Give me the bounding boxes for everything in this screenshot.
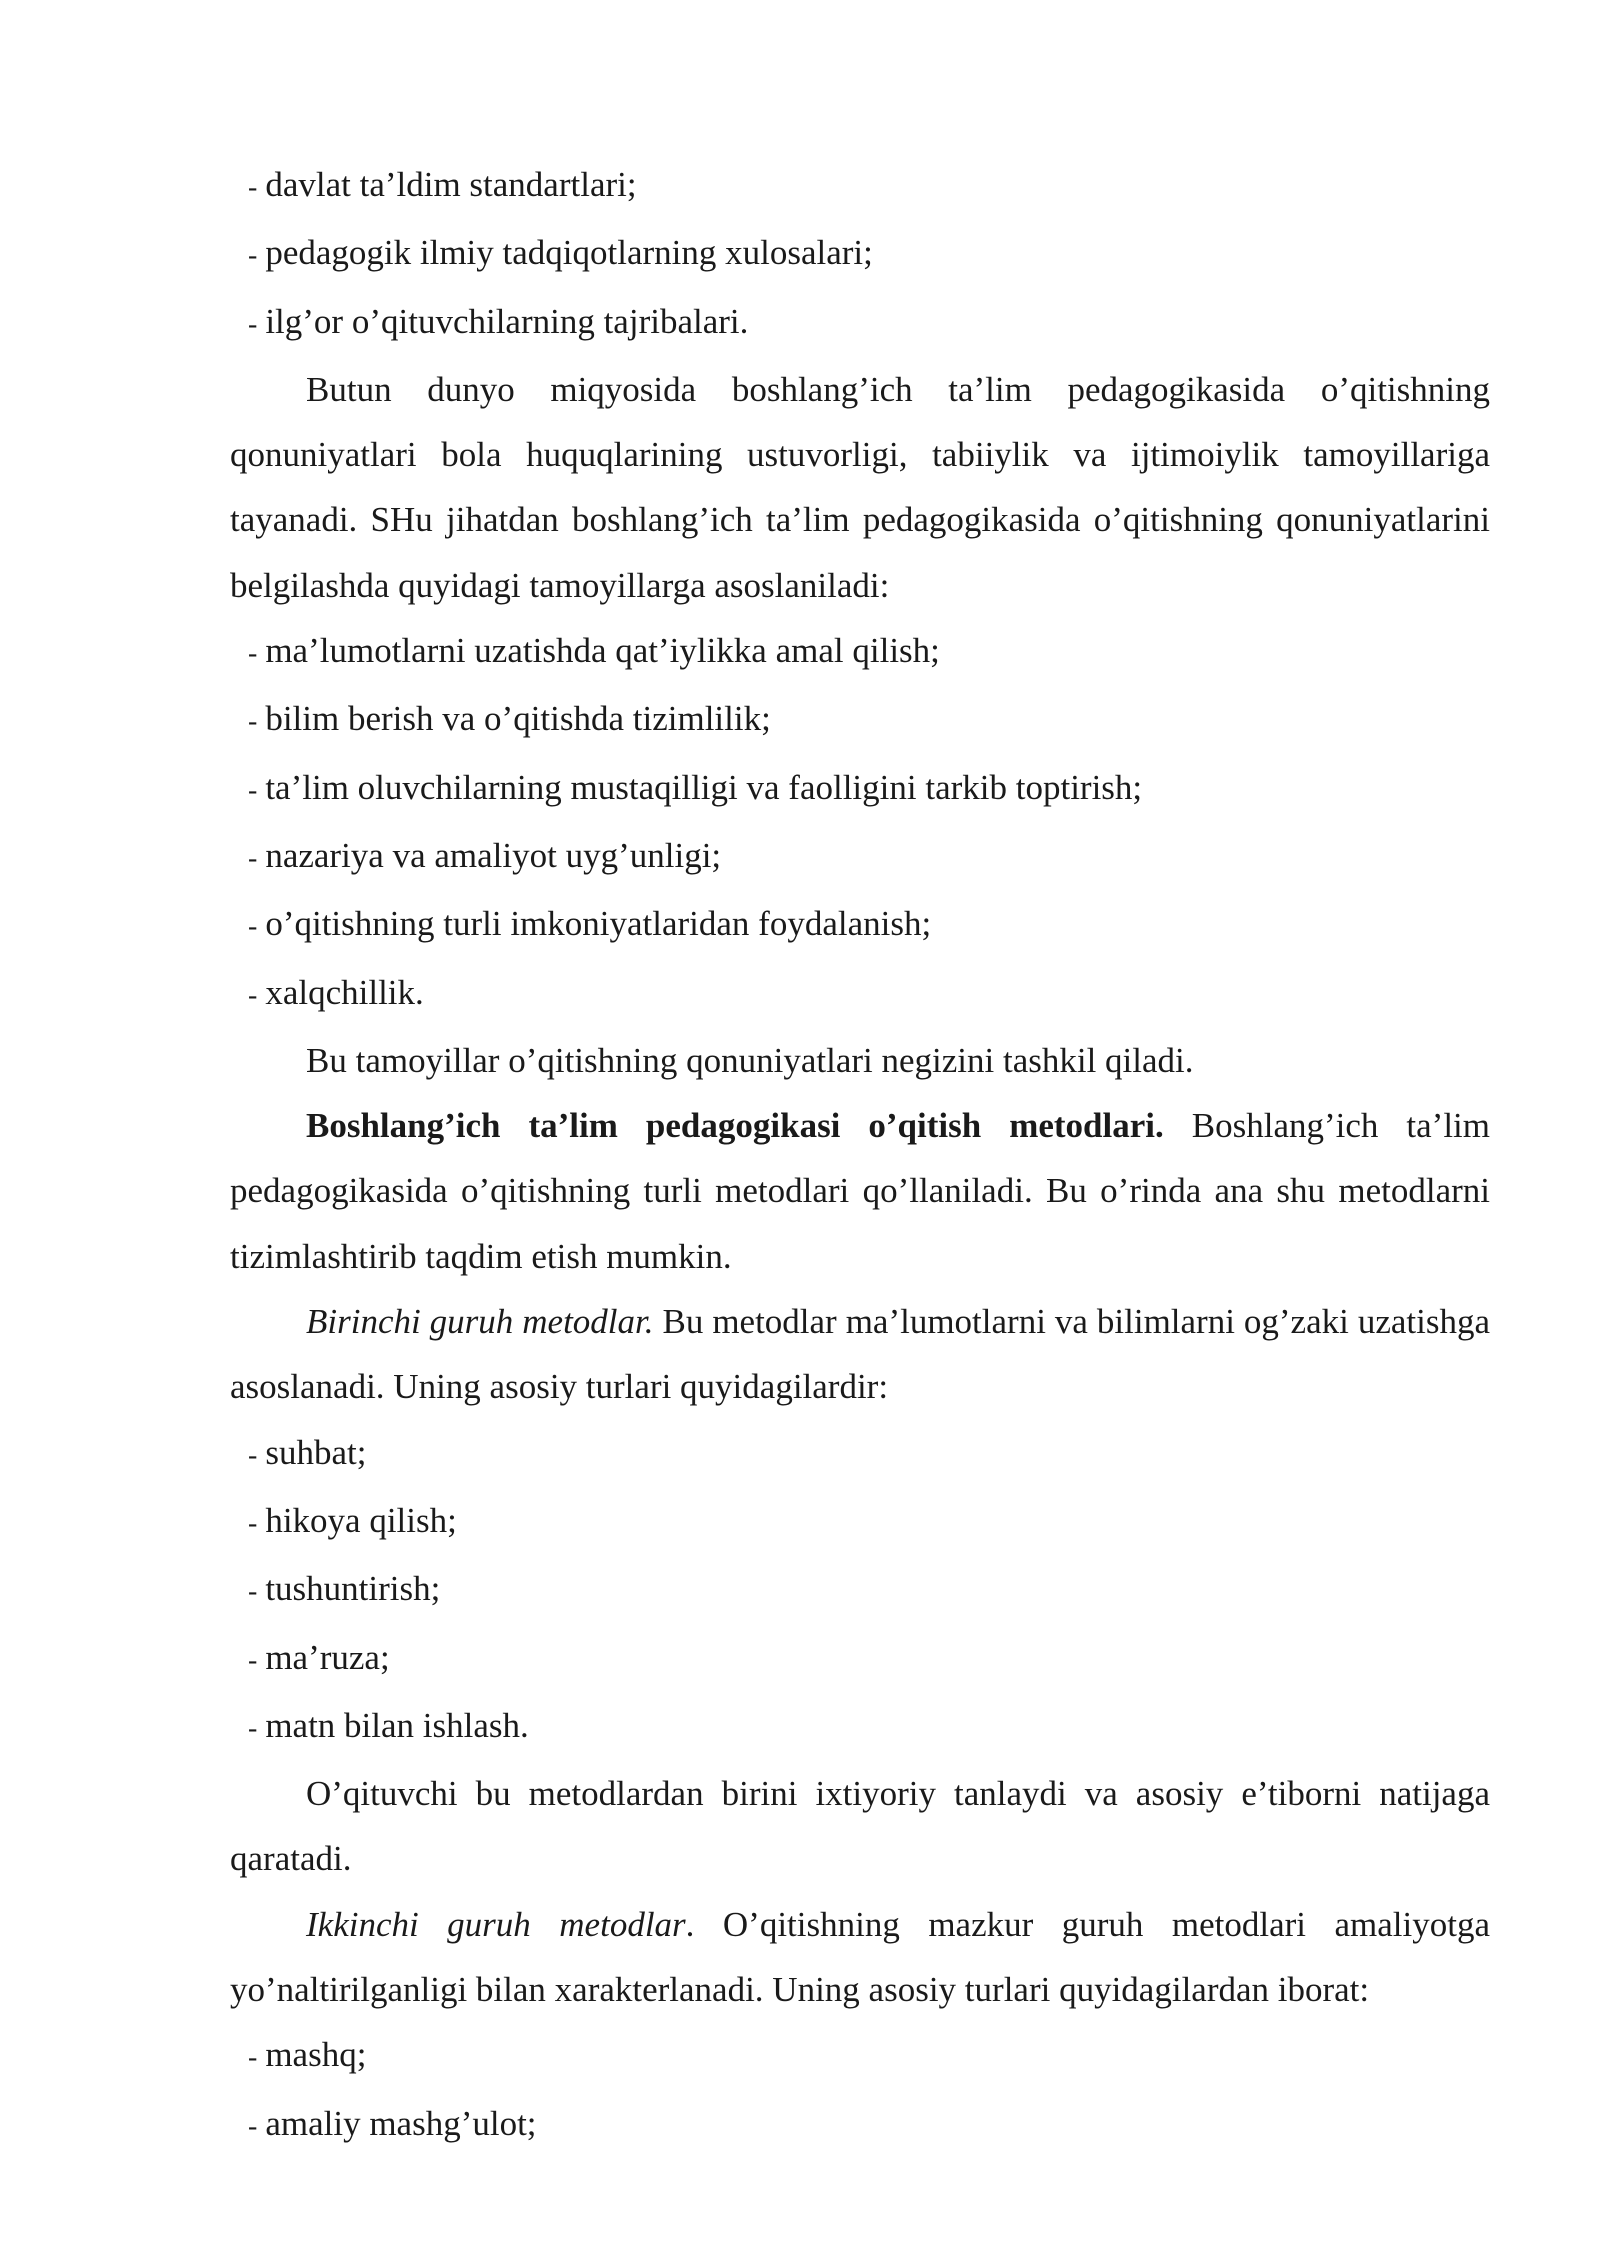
paragraph-principles-intro: Butun dunyo miqyosida boshlang’ich ta’lim pedagogikasida o’qitishning qonuniyatlari bola huquqlarining ustuvorligi, tabiiylik va ijtimoiylik tamoyillariga tayanadi. SHu jihatdan boshlang’ich ta’lim pedagogikasida o’qitishning qonuniyatlarini belgilashda quyidagi tamoyillarga asoslaniladi: [230,369,1490,605]
list-item: - o’qitishning turli imkoniyatlaridan foydalanish; [248,904,932,944]
section-heading: Boshlang’ich ta’lim pedagogikasi o’qitish metodlari. [306,1106,1164,1146]
list-item: - nazariya va amaliyot uyg’unligi; [248,835,722,875]
list-item: - ta’lim oluvchilarning mustaqilligi va faolligini tarkib toptirish; [248,767,1143,807]
list-marker: - [248,979,258,1011]
list-marker: - [248,638,258,670]
list-item: - ma’ruza; [248,1637,390,1677]
list-item: - ma’lumotlarni uzatishda qat’iylikka amal qilish; [248,631,940,671]
list-item: - xalqchillik. [248,972,424,1012]
list-item: - hikoya qilish; [248,1500,457,1540]
list-marker: - [248,2042,258,2074]
paragraph-teacher-choice: O’qituvchi bu metodlardan birini ixtiyoriy tanlaydi va asosiy e’tiborni natijaga qaratadi. [230,1774,1490,1879]
list-marker: - [248,1712,258,1744]
list-marker: - [248,1576,258,1608]
list-marker: - [248,1507,258,1539]
list-item: - tushuntirish; [248,1569,441,1609]
list-item: - ilg’or o’qituvchilarning tajribalari. [248,301,749,341]
paragraph-principles-summary: Bu tamoyillar o’qitishning qonuniyatlari negizini tashkil qiladi. [306,1040,1194,1080]
subsection-heading: Ikkinchi guruh metodlar [306,1904,686,1944]
list-item: - amaliy mashg’ulot; [248,2103,537,2143]
list-marker: - [248,842,258,874]
list-marker: - [248,706,258,738]
list-marker: - [248,1644,258,1676]
list-item: - bilim berish va o’qitishda tizimlilik; [248,699,771,739]
list-marker: - [248,240,258,272]
list-marker: - [248,774,258,806]
first-group-list [230,1420,1490,1761]
list-item: - matn bilan ishlash. [248,1705,529,1745]
paragraph-second-group: Ikkinchi guruh metodlar. O’qitishning mazkur guruh metodlari amaliyotga yo’naltirilganligi bilan xarakterlanadi. Uning asosiy turlari quyidagilardan iborat: [230,1904,1490,2010]
list-marker: - [248,172,258,203]
subsection-heading: Birinchi guruh metodlar. [306,1302,654,1342]
list-item: - suhbat; [248,1432,367,1472]
list-item: - pedagogik ilmiy tadqiqotlarning xulosalari; [248,233,873,273]
list-marker: - [248,911,258,943]
list-marker: - [248,2110,258,2142]
principles-list [230,618,1490,1028]
list-marker: - [248,308,258,340]
document-body [230,152,1490,2159]
list-item: - davlat ta’ldim standartlari; [248,165,637,204]
standards-list [230,152,1490,357]
list-item: - mashq; [248,2035,367,2075]
list-marker: - [248,1439,258,1471]
paragraph-first-group: Birinchi guruh metodlar. Bu metodlar ma’lumotlarni va bilimlarni og’zaki uzatishga asoslanadi. Uning asosiy turlari quyidagilardir: [230,1302,1490,1407]
second-group-list [230,2022,1490,2159]
paragraph-methods-heading: Boshlang’ich ta’lim pedagogikasi o’qitish metodlari. Boshlang’ich ta’lim pedagogikasida o’qitishning turli metodlari qo’llaniladi. Bu o’rinda ana shu metodlarni tizimlashtirib taqdim etish mumkin. [230,1106,1490,1276]
